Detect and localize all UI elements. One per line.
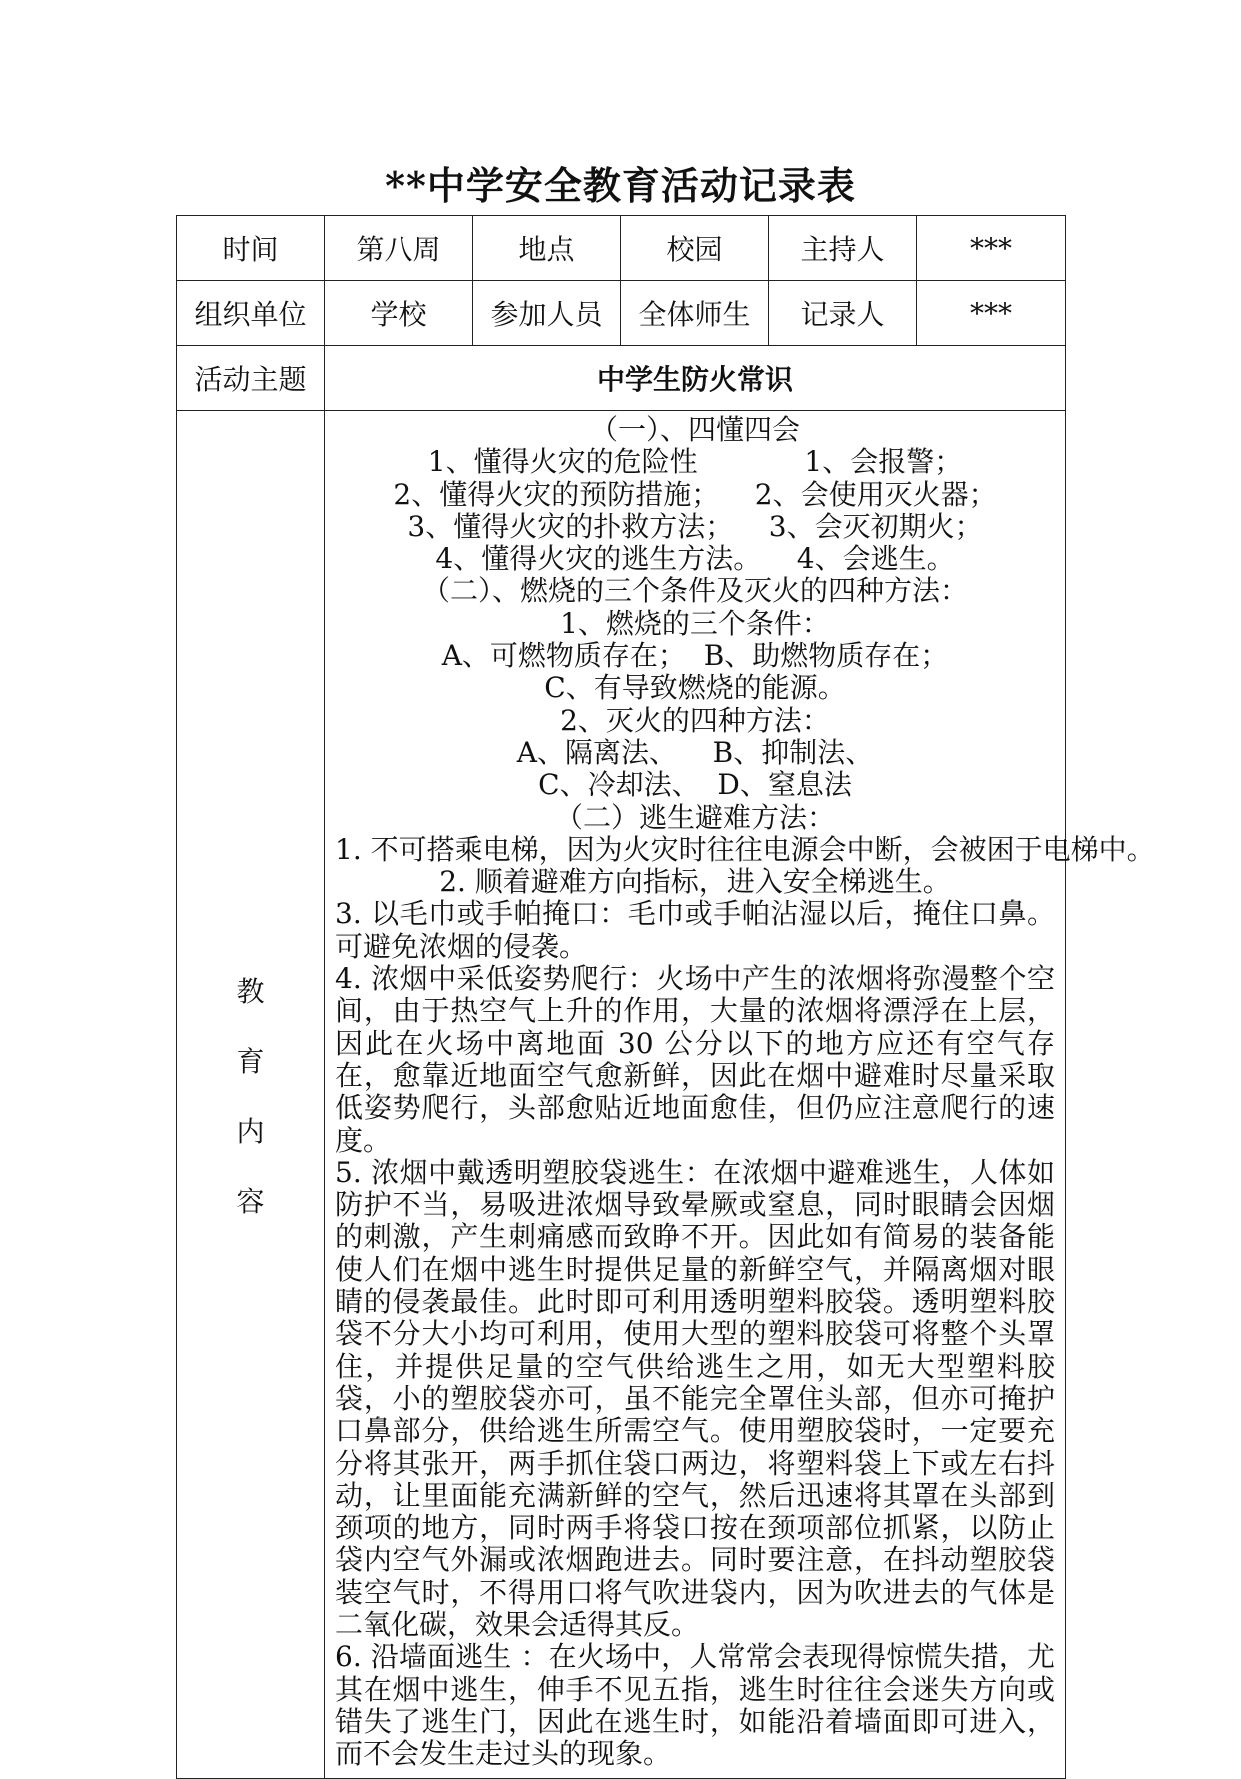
content-line: C、有导致燃烧的能源。 bbox=[544, 671, 846, 705]
record-table bbox=[176, 215, 1155, 1779]
content-line: 2. 顺着避难方向指标，进入安全梯逃生。 bbox=[439, 865, 951, 899]
participants-label: 参加人员 bbox=[473, 281, 621, 346]
content-line: 2、懂得火灾的预防措施； 2、会使用灭火器； bbox=[393, 477, 997, 511]
table-row bbox=[177, 281, 1066, 346]
content-label-char: 教 bbox=[236, 974, 265, 1008]
content-paragraph: 5. 浓烟中戴透明塑胶袋逃生：在浓烟中避难逃生，人体如防护不当，易吸进浓烟导致晕厥或窒息，同时眼睛会因烟的刺激，产生刺痛感而致睁不开。因此如有简易的装备能使人们在烟中逃生时提供足量的新鲜空气，并隔离烟对眼睛的侵袭最佳。此时即可利用透明塑料胶袋。透明塑料胶袋不分大小均可利用，使用大型的塑料胶袋可将整个头罩住，并提供足量的空气供给逃生之用，如无大型塑料胶袋，小的塑胶袋亦可，虽不能完全罩住头部，但亦可掩护口鼻部分，供给逃生所需空气。使用塑胶袋时，一定要充分将其张开，两手抓住袋口两边，将塑料袋上下或左右抖动，让里面能充满新鲜的空气，然后迅速将其罩在头部到颈项的地方，同时两手将袋口按在颈项部位抓紧，以防止袋内空气外漏或浓烟跑进去。同时要注意，在抖动塑胶袋装空气时，不得用口将气吹进袋内，因为吹进去的气体是二氧化碳，效果会适得其反。 bbox=[335, 1155, 1055, 1641]
content-line: A、隔离法、 B、抑制法、 bbox=[516, 735, 874, 769]
recorder-value: *** bbox=[917, 281, 1066, 346]
content-paragraph: 3. 以毛巾或手帕掩口：毛巾或手帕沾湿以后，掩住口鼻。可避免浓烟的侵袭。 bbox=[335, 897, 1055, 963]
content-line: 1、燃烧的三个条件： bbox=[560, 606, 830, 640]
theme-label: 活动主题 bbox=[177, 346, 325, 411]
host-value: *** bbox=[917, 216, 1066, 281]
host-label: 主持人 bbox=[769, 216, 917, 281]
content-paragraph: 4. 浓烟中采低姿势爬行：火场中产生的浓烟将弥漫整个空间，由于热空气上升的作用，大量的浓烟将漂浮在上层，因此在火场中离地面 30 公分以下的地方应还有空气存在，愈靠近地面空气愈新鲜，因此在烟中避难时尽量采取低姿势爬行，头部愈贴近地面愈佳，但仍应注意爬行的速度。 bbox=[335, 962, 1055, 1157]
content-paragraph: 6. 沿墙面逃生 ：在火场中，人常常会表现得惊慌失措，尤其在烟中逃生，伸手不见五指，逃生时往往会迷失方向或错失了逃生门，因此在逃生时，如能沿着墙面即可进入，而不会发生走过头的现象。 bbox=[335, 1640, 1055, 1771]
content-label-char: 育 bbox=[236, 1044, 265, 1078]
org-label: 组织单位 bbox=[177, 281, 325, 346]
content-label-char: 容 bbox=[236, 1184, 265, 1218]
content-line: 2、灭火的四种方法： bbox=[560, 703, 830, 737]
content-line: （二）、燃烧的三个条件及灭火的四种方法： bbox=[421, 574, 968, 608]
place-value: 校园 bbox=[621, 216, 769, 281]
participants-value: 全体师生 bbox=[621, 281, 769, 346]
content-line: A、可燃物质存在； B、助燃物质存在； bbox=[441, 639, 949, 673]
content-line: 1. 不可搭乘电梯，因为火灾时往往电源会中断，会被困于电梯中。 bbox=[335, 832, 1155, 866]
content-line: C、冷却法、 D、窒息法 bbox=[538, 768, 852, 802]
content-line: 3、懂得火灾的扑救方法； 3、会灭初期火； bbox=[407, 509, 983, 543]
table-row bbox=[177, 411, 1066, 1779]
content-line: （一）、四懂四会 bbox=[589, 413, 800, 446]
content-line: （二）逃生避难方法： bbox=[554, 800, 835, 834]
recorder-label: 记录人 bbox=[769, 281, 917, 346]
content-line: 1、懂得火灾的危险性 1、会报警； bbox=[427, 445, 963, 479]
org-value: 学校 bbox=[325, 281, 473, 346]
time-label: 时间 bbox=[177, 216, 325, 281]
theme-value: 中学生防火常识 bbox=[325, 346, 1066, 411]
content-line: 4、懂得火灾的逃生方法。 4、会逃生。 bbox=[435, 542, 955, 576]
content-label bbox=[177, 411, 325, 1779]
time-value: 第八周 bbox=[325, 216, 473, 281]
content-label-char: 内 bbox=[236, 1114, 265, 1148]
table-row bbox=[177, 346, 1066, 411]
education-content bbox=[325, 411, 1155, 1779]
page-title: **中学安全教育活动记录表 bbox=[385, 163, 856, 208]
place-label: 地点 bbox=[473, 216, 621, 281]
table-row bbox=[177, 216, 1066, 281]
